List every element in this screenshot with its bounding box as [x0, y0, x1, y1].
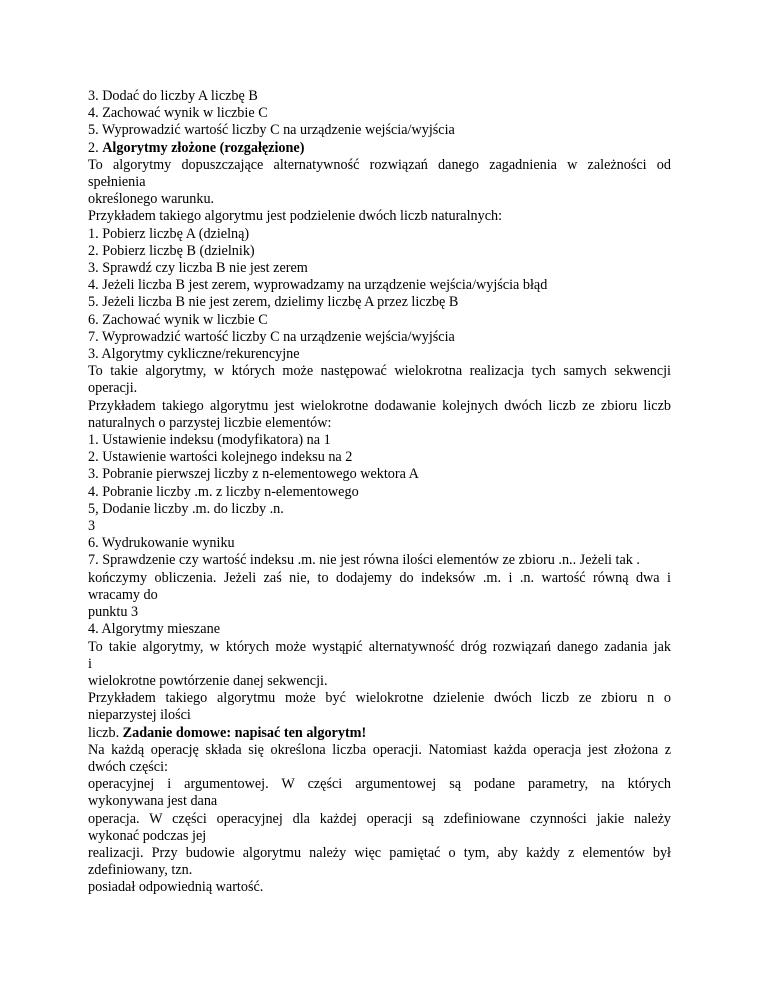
line-text: 1. Pobierz liczbę A (dzielną): [88, 225, 250, 242]
text-line: [88, 552, 671, 569]
text-line: [88, 604, 671, 621]
text-line: [88, 639, 671, 656]
text-line: [88, 415, 671, 432]
line-text: i: [88, 655, 92, 672]
text-line: [88, 725, 671, 742]
line-text: Przykładem takiego algorytmu może być wielokrotne dzielenie dwóch liczb ze zbioru n o: [88, 690, 671, 707]
line-text: dwóch części:: [88, 758, 168, 775]
line-text: Na każdą operację składa się określona liczba operacji. Natomiast każda operacja jest złożona z: [88, 741, 671, 758]
line-text: 5. Wyprowadzić wartość liczby C na urządzenie wejścia/wyjścia: [88, 122, 455, 139]
line-text: 5, Dodanie liczby .m. do liczby .n.: [88, 500, 284, 517]
bold-heading: Zadanie domowe: napisać ten algorytm!: [122, 724, 367, 741]
line-text: kończymy obliczenia. Jeżeli zaś nie, to dodajemy do indeksów .m. i .n. wartość równą dwa i: [88, 569, 671, 586]
bold-heading: Algorytmy złożone (rozgałęzione): [102, 139, 305, 156]
text-line: [88, 122, 671, 139]
text-line: [88, 466, 671, 483]
line-text: 6. Wydrukowanie wyniku: [88, 535, 235, 552]
line-text: wracamy do: [88, 586, 158, 603]
line-text: operacyjnej i argumentowej. W części argumentowej są podane parametry, na których: [88, 776, 671, 793]
line-text: 4. Jeżeli liczba B jest zerem, wyprowadzamy na urządzenie wejścia/wyjścia błąd: [88, 277, 548, 294]
text-line: [88, 432, 671, 449]
line-text: nieparzystej ilości: [88, 707, 191, 724]
line-text: Przykładem takiego algorytmu jest wielokrotne dodawanie kolejnych dwóch liczb ze zbioru liczb: [88, 397, 671, 414]
line-text: posiadał odpowiednią wartość.: [88, 879, 264, 896]
line-text: 4. Pobranie liczby .m. z liczby n-elementowego: [88, 483, 359, 500]
line-text: 7. Wyprowadzić wartość liczby C na urządzenie wejścia/wyjścia: [88, 328, 455, 345]
line-text: 6. Zachować wynik w liczbie C: [88, 311, 268, 328]
line-text: To takie algorytmy, w których może następować wielokrotna realizacja tych samych sekwencji: [88, 363, 671, 380]
line-text: 7. Sprawdzenie czy wartość indeksu .m. nie jest równa ilości elementów ze zbioru .n.. Jeżeli tak .: [88, 552, 640, 569]
text-line: [88, 570, 671, 587]
text-line: [88, 449, 671, 466]
text-line: [88, 105, 671, 122]
line-text: spełnienia: [88, 174, 146, 191]
text-line: [88, 518, 671, 535]
line-text: Przykładem takiego algorytmu jest podzielenie dwóch liczb naturalnych:: [88, 208, 503, 225]
line-text: 4. Algorytmy mieszane: [88, 621, 220, 638]
line-text: 2. Ustawienie wartości kolejnego indeksu na 2: [88, 449, 353, 466]
line-text: realizacji. Przy budowie algorytmu należy więc pamiętać o tym, aby każdy z elementów był: [88, 844, 671, 861]
text-line: [88, 690, 671, 707]
text-line: [88, 157, 671, 174]
line-text: 3. Algorytmy cykliczne/rekurencyjne: [88, 346, 300, 363]
line-prefix: liczb.: [88, 724, 123, 741]
text-line: [88, 329, 671, 346]
line-text: wykonywana jest dana: [88, 793, 218, 810]
line-text: To takie algorytmy, w których może wystąpić alternatywność dróg rozwiązań danego zadania jak: [88, 638, 671, 655]
text-line: [88, 88, 671, 105]
line-text: 1. Ustawienie indeksu (modyfikatora) na 1: [88, 432, 331, 449]
text-line: [88, 208, 671, 225]
line-text: 2. Pobierz liczbę B (dzielnik): [88, 242, 255, 259]
text-line: [88, 879, 671, 896]
text-line: [88, 845, 671, 862]
text-line: [88, 656, 671, 673]
line-text: punktu 3: [88, 604, 139, 621]
text-line: [88, 243, 671, 260]
text-line: [88, 862, 671, 879]
text-line: [88, 828, 671, 845]
text-line: [88, 707, 671, 724]
text-line: [88, 501, 671, 518]
line-text: 5. Jeżeli liczba B nie jest zerem, dzielimy liczbę A przez liczbę B: [88, 294, 459, 311]
text-line: [88, 363, 671, 380]
line-text: naturalnych o parzystej liczbie elementów:: [88, 414, 332, 431]
text-line: [88, 398, 671, 415]
text-line: [88, 191, 671, 208]
line-text: określonego warunku.: [88, 191, 215, 208]
text-line: [88, 811, 671, 828]
line-text: 4. Zachować wynik w liczbie C: [88, 105, 268, 122]
text-line: [88, 587, 671, 604]
line-text: 3. Sprawdź czy liczba B nie jest zerem: [88, 260, 308, 277]
text-line: [88, 312, 671, 329]
text-line: [88, 140, 671, 157]
text-line: [88, 260, 671, 277]
text-line: [88, 277, 671, 294]
line-text: 3. Pobranie pierwszej liczby z n-elementowego wektora A: [88, 466, 419, 483]
line-text: 3. Dodać do liczby A liczbę B: [88, 88, 258, 104]
text-line: [88, 380, 671, 397]
line-text: To algorytmy dopuszczające alternatywność rozwiązań danego zagadnienia w zależności od: [88, 156, 671, 173]
text-line: [88, 673, 671, 690]
line-text: 3: [88, 518, 96, 535]
text-line: [88, 621, 671, 638]
line-text: operacji.: [88, 380, 138, 397]
text-line: [88, 759, 671, 776]
text-line: [88, 484, 671, 501]
text-line: [88, 535, 671, 552]
text-line: [88, 793, 671, 810]
line-text: wielokrotne powtórzenie danej sekwencji.: [88, 672, 328, 689]
line-prefix: 2.: [88, 139, 103, 156]
text-line: [88, 294, 671, 311]
text-line: [88, 742, 671, 759]
text-line: [88, 776, 671, 793]
text-line: [88, 174, 671, 191]
line-text: wykonać podczas jej: [88, 827, 207, 844]
text-line: [88, 346, 671, 363]
line-text: operacja. W części operacyjnej dla każdej operacji są zdefiniowane czynności jakie należy: [88, 810, 671, 827]
line-text: zdefiniowany, tzn.: [88, 862, 193, 879]
text-line: [88, 226, 671, 243]
document-page: [88, 88, 671, 897]
